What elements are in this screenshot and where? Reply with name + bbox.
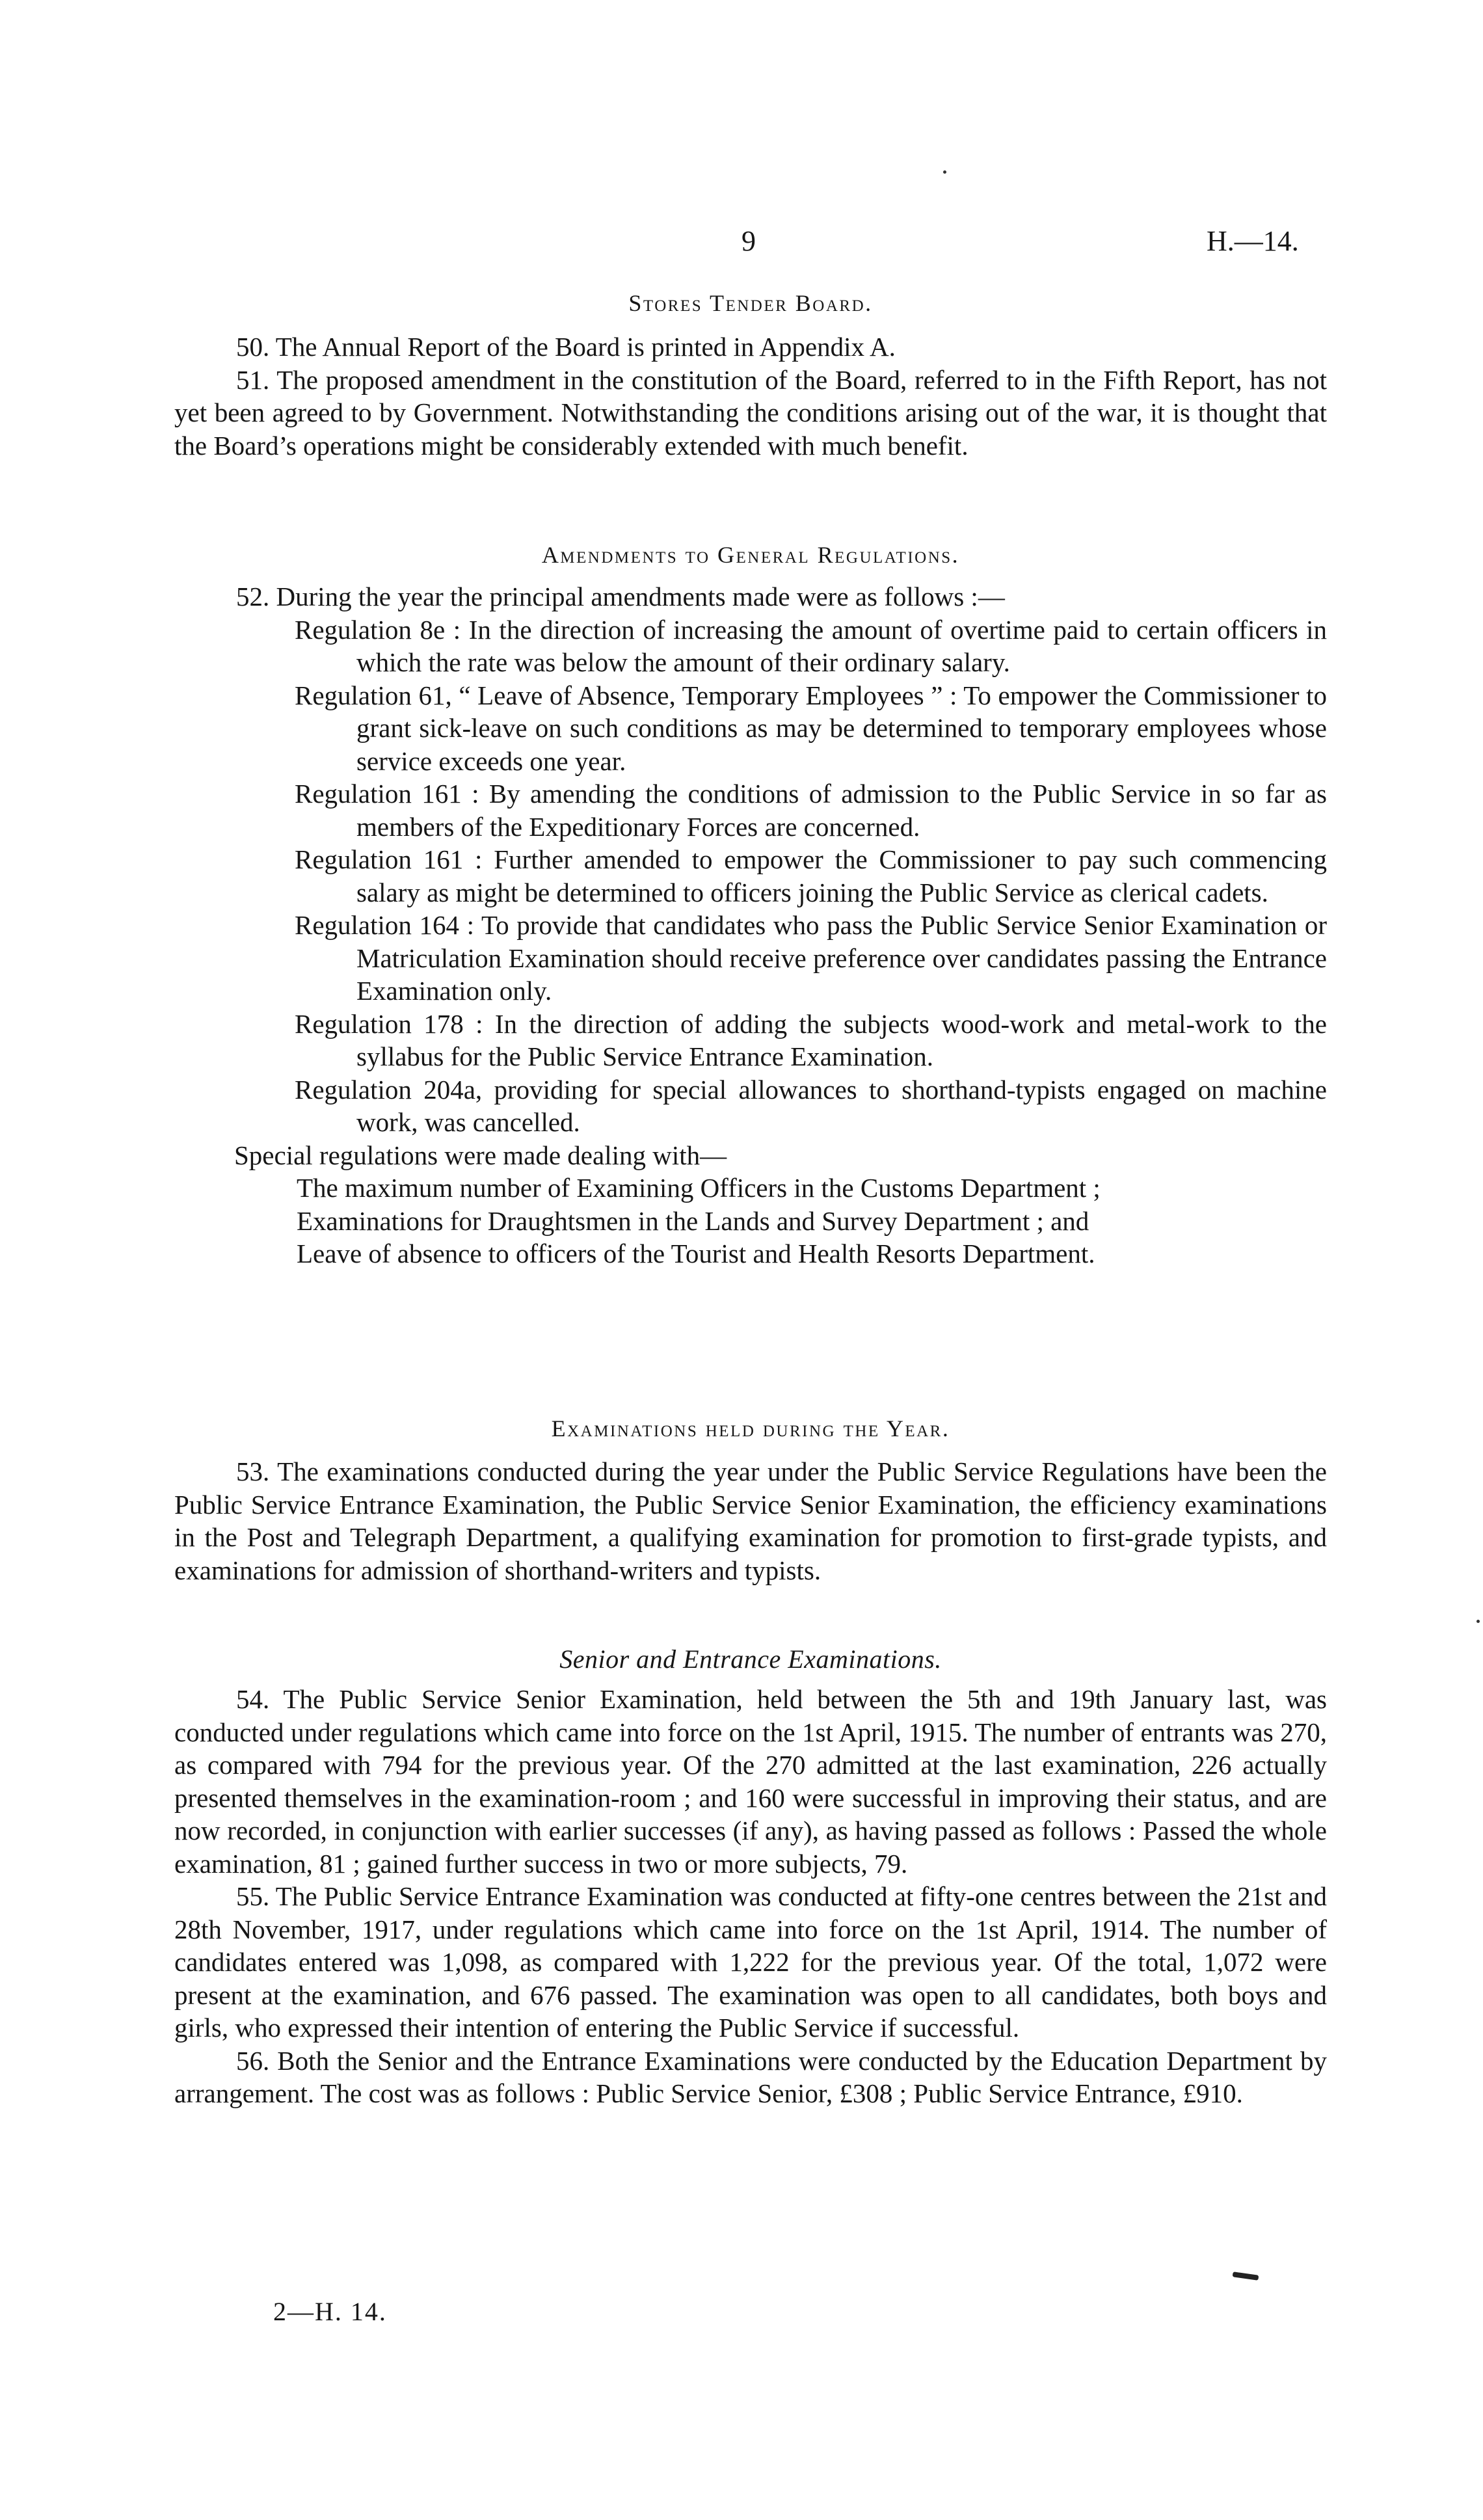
regulation-61: Regulation 61, “ Leave of Absence, Temporary Employees ” : To empower the Commissioner to grant sick-leave on such conditions as may be determined to temporary employees whose service exceeds one year.	[295, 680, 1327, 776]
signature-mark: 2—H. 14.	[273, 2297, 387, 2326]
special-regulations-intro: Special regulations were made dealing with—	[234, 1140, 727, 1170]
special-item-tourist: Leave of absence to officers of the Tourist and Health Resorts Department.	[297, 1239, 1095, 1268]
section-amendments	[174, 580, 1327, 1270]
regulation-161-b: Regulation 161 : Further amended to empower the Commissioner to pay such commencing salary as might be determined to officers joining the Public Service as clerical cadets.	[295, 844, 1327, 907]
page-header	[0, 224, 1483, 263]
heading-examinations: Examinations held during the Year.	[551, 1415, 950, 1441]
subheading-senior-entrance: Senior and Entrance Examinations.	[559, 1644, 942, 1674]
paragraph-56: 56. Both the Senior and the Entrance Examinations were conducted by the Education Department by arrangement. The cost was as follows : Public Service Senior, £308 ; Public Service Entrance, £910.	[174, 2045, 1327, 2108]
report-reference: H.—14.	[1207, 225, 1299, 257]
heading-stores-tender-board: Stores Tender Board.	[628, 290, 873, 316]
catchword-dash	[1233, 2272, 1259, 2280]
speck-mark	[943, 170, 946, 174]
regulation-161-a: Regulation 161 : By amending the conditions of admission to the Public Service in so far as members of the Expeditionary Forces are concerned.	[295, 779, 1327, 842]
regulation-8e: Regulation 8e : In the direction of increasing the amount of overtime paid to certain officers in which the rate was below the amount of their ordinary salary.	[295, 614, 1327, 677]
paragraph-51: 51. The proposed amendment in the constitution of the Board, referred to in the Fifth Report, has not yet been agreed to by Government. Notwithstanding the conditions arising out of the war, it is thought that the Board’s operations might be considerably extended with much benefit.	[174, 364, 1327, 461]
regulation-164: Regulation 164 : To provide that candidates who pass the Public Service Senior Examination or Matriculation Examination should receive preference over candidates passing the Entrance Examination only.	[295, 910, 1327, 1006]
section-senior-entrance	[174, 1683, 1327, 2110]
paragraph-55: 55. The Public Service Entrance Examination was conducted at fifty-one centres between the 21st and 28th November, 1917, under regulations which came into force on the 1st April, 1914. The number of candidates entered was 1,098, as compared with 1,222 for the previous year. Of the total, 1,072 were present at the examination, and 676 passed. The examination was open to all candidates, both boys and girls, who expressed their intention of entering the Public Service if successful.	[174, 1881, 1327, 2043]
heading-amendments: Amendments to General Regulations.	[541, 542, 960, 568]
paragraph-52: 52. During the year the principal amendments made were as follows :—	[236, 582, 1005, 611]
section-stores-tender-board	[174, 330, 1327, 462]
paragraph-54: 54. The Public Service Senior Examination, held between the 5th and 19th January last, was conducted under regulations which came into force on the 1st April, 1915. The number of entrants was 270, as compared with 794 for the previous year. Of the 270 admitted at the last examination, 226 actually presented themselves in the examination-room ; and 160 were successful in improving their status, and are now recorded, in conjunction with earlier successes (if any), as having passed as follows : Passed the whole examination, 81 ; gained further success in two or more subjects, 79.	[174, 1684, 1327, 1879]
special-item-customs: The maximum number of Examining Officers in the Customs Department ;	[297, 1173, 1101, 1203]
special-item-draughtsmen: Examinations for Draughtsmen in the Lands and Survey Department ; and	[297, 1205, 1089, 1236]
speck-mark	[1476, 1620, 1480, 1623]
page-number: 9	[742, 225, 756, 257]
regulation-178: Regulation 178 : In the direction of adding the subjects wood-work and metal-work to the syllabus for the Public Service Entrance Examination.	[295, 1008, 1327, 1071]
section-examinations	[174, 1455, 1327, 1587]
regulation-204a: Regulation 204a, providing for special allowances to shorthand-typists engaged on machine work, was cancelled.	[295, 1074, 1327, 1137]
paragraph-53: 53. The examinations conducted during the year under the Public Service Regulations have been the Public Service Entrance Examination, the Public Service Senior Examination, the efficiency examinations in the Post and Telegraph Department, a qualifying examination for promotion to first-grade typists, and examinations for admission of shorthand-writers and typists.	[174, 1456, 1327, 1585]
paragraph-50: 50. The Annual Report of the Board is printed in Appendix A.	[236, 332, 896, 362]
